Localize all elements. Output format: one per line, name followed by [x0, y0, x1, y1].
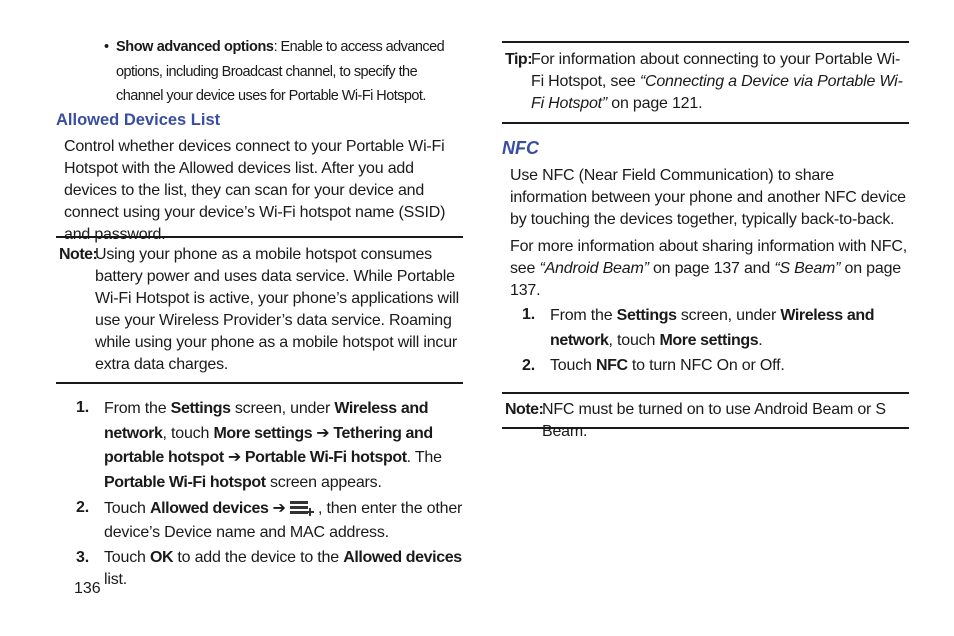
note-label: Note: [59, 246, 98, 263]
step-number: 3. [76, 549, 89, 566]
step-number: 2. [522, 357, 535, 374]
step-text: From the Settings screen, under Wireless and network, touch More settings. [550, 307, 875, 349]
left-step-1 [76, 397, 464, 493]
step-text: From the Settings screen, under Wireless and network, touch More settings ➔ Tethering and portable hotspot ➔ Portable Wi-Fi hotspot. The Portable Wi-Fi hotspot screen appears. [104, 400, 442, 491]
right-step-2 [522, 355, 910, 379]
left-step-2 [76, 497, 464, 545]
step-text: Touch NFC to turn NFC On or Off. [550, 357, 785, 374]
page-number: 136 [74, 580, 101, 597]
section-heading-allowed-devices: Allowed Devices List [56, 111, 221, 129]
step-number: 2. [76, 499, 89, 516]
note-label: Note: [505, 401, 544, 418]
note-text: Using your phone as a mobile hotspot consumes battery power and uses data service. While Portable Wi-Fi Hotspot is active, your phone’s applications will use your Wireless Provider’s data service. Roaming while using your phone as a mobile hotspot will incur extra data charges. [95, 246, 459, 373]
note-box-nfc [502, 392, 909, 440]
bullet-marker: • [104, 39, 109, 55]
tip-box [502, 41, 909, 124]
nfc-intro: Use NFC (Near Field Communication) to share information between your phone and another NFC device by touching the devices together, typically back-to-back. [510, 167, 906, 228]
bullet-label: Show advanced options [116, 39, 274, 55]
nfc-more-info: For more information about sharing information with NFC, see “Android Beam” on page 137 and “S Beam” on page 137. [510, 238, 907, 299]
tip-label: Tip: [505, 51, 533, 68]
step-text: Touch Allowed devices ➔ , then enter the other device’s Device name and MAC address. [104, 500, 463, 541]
menu-add-icon [290, 500, 314, 516]
step-text: Touch OK to add the device to the Allowed devices list. [104, 549, 462, 588]
note-box-hotspot [56, 236, 463, 384]
step-number: 1. [522, 306, 535, 323]
bullet-description: : Enable to access advanced options, including Broadcast channel, to specify the channel your device uses for Portable Wi-Fi Hotspot. [116, 39, 445, 104]
step-number: 1. [76, 399, 89, 416]
right-step-1 [522, 304, 910, 352]
section-heading-nfc: NFC [502, 138, 539, 158]
allowed-devices-intro: Control whether devices connect to your Portable Wi-Fi Hotspot with the Allowed devices list. After you add devices to the list, they can scan for your device and connect using your device’s Wi-Fi hotspot name (SSID) and password. [64, 138, 446, 243]
tip-text: For information about connecting to your Portable Wi-Fi Hotspot, see “Connecting a Device via Portable Wi-Fi Hotspot” on page 121. [531, 51, 903, 112]
note-text: NFC must be turned on to use Android Beam or S Beam. [542, 401, 886, 440]
bullet-show-advanced-options [104, 35, 462, 109]
left-step-3 [76, 547, 464, 588]
bullet-text [104, 35, 462, 109]
